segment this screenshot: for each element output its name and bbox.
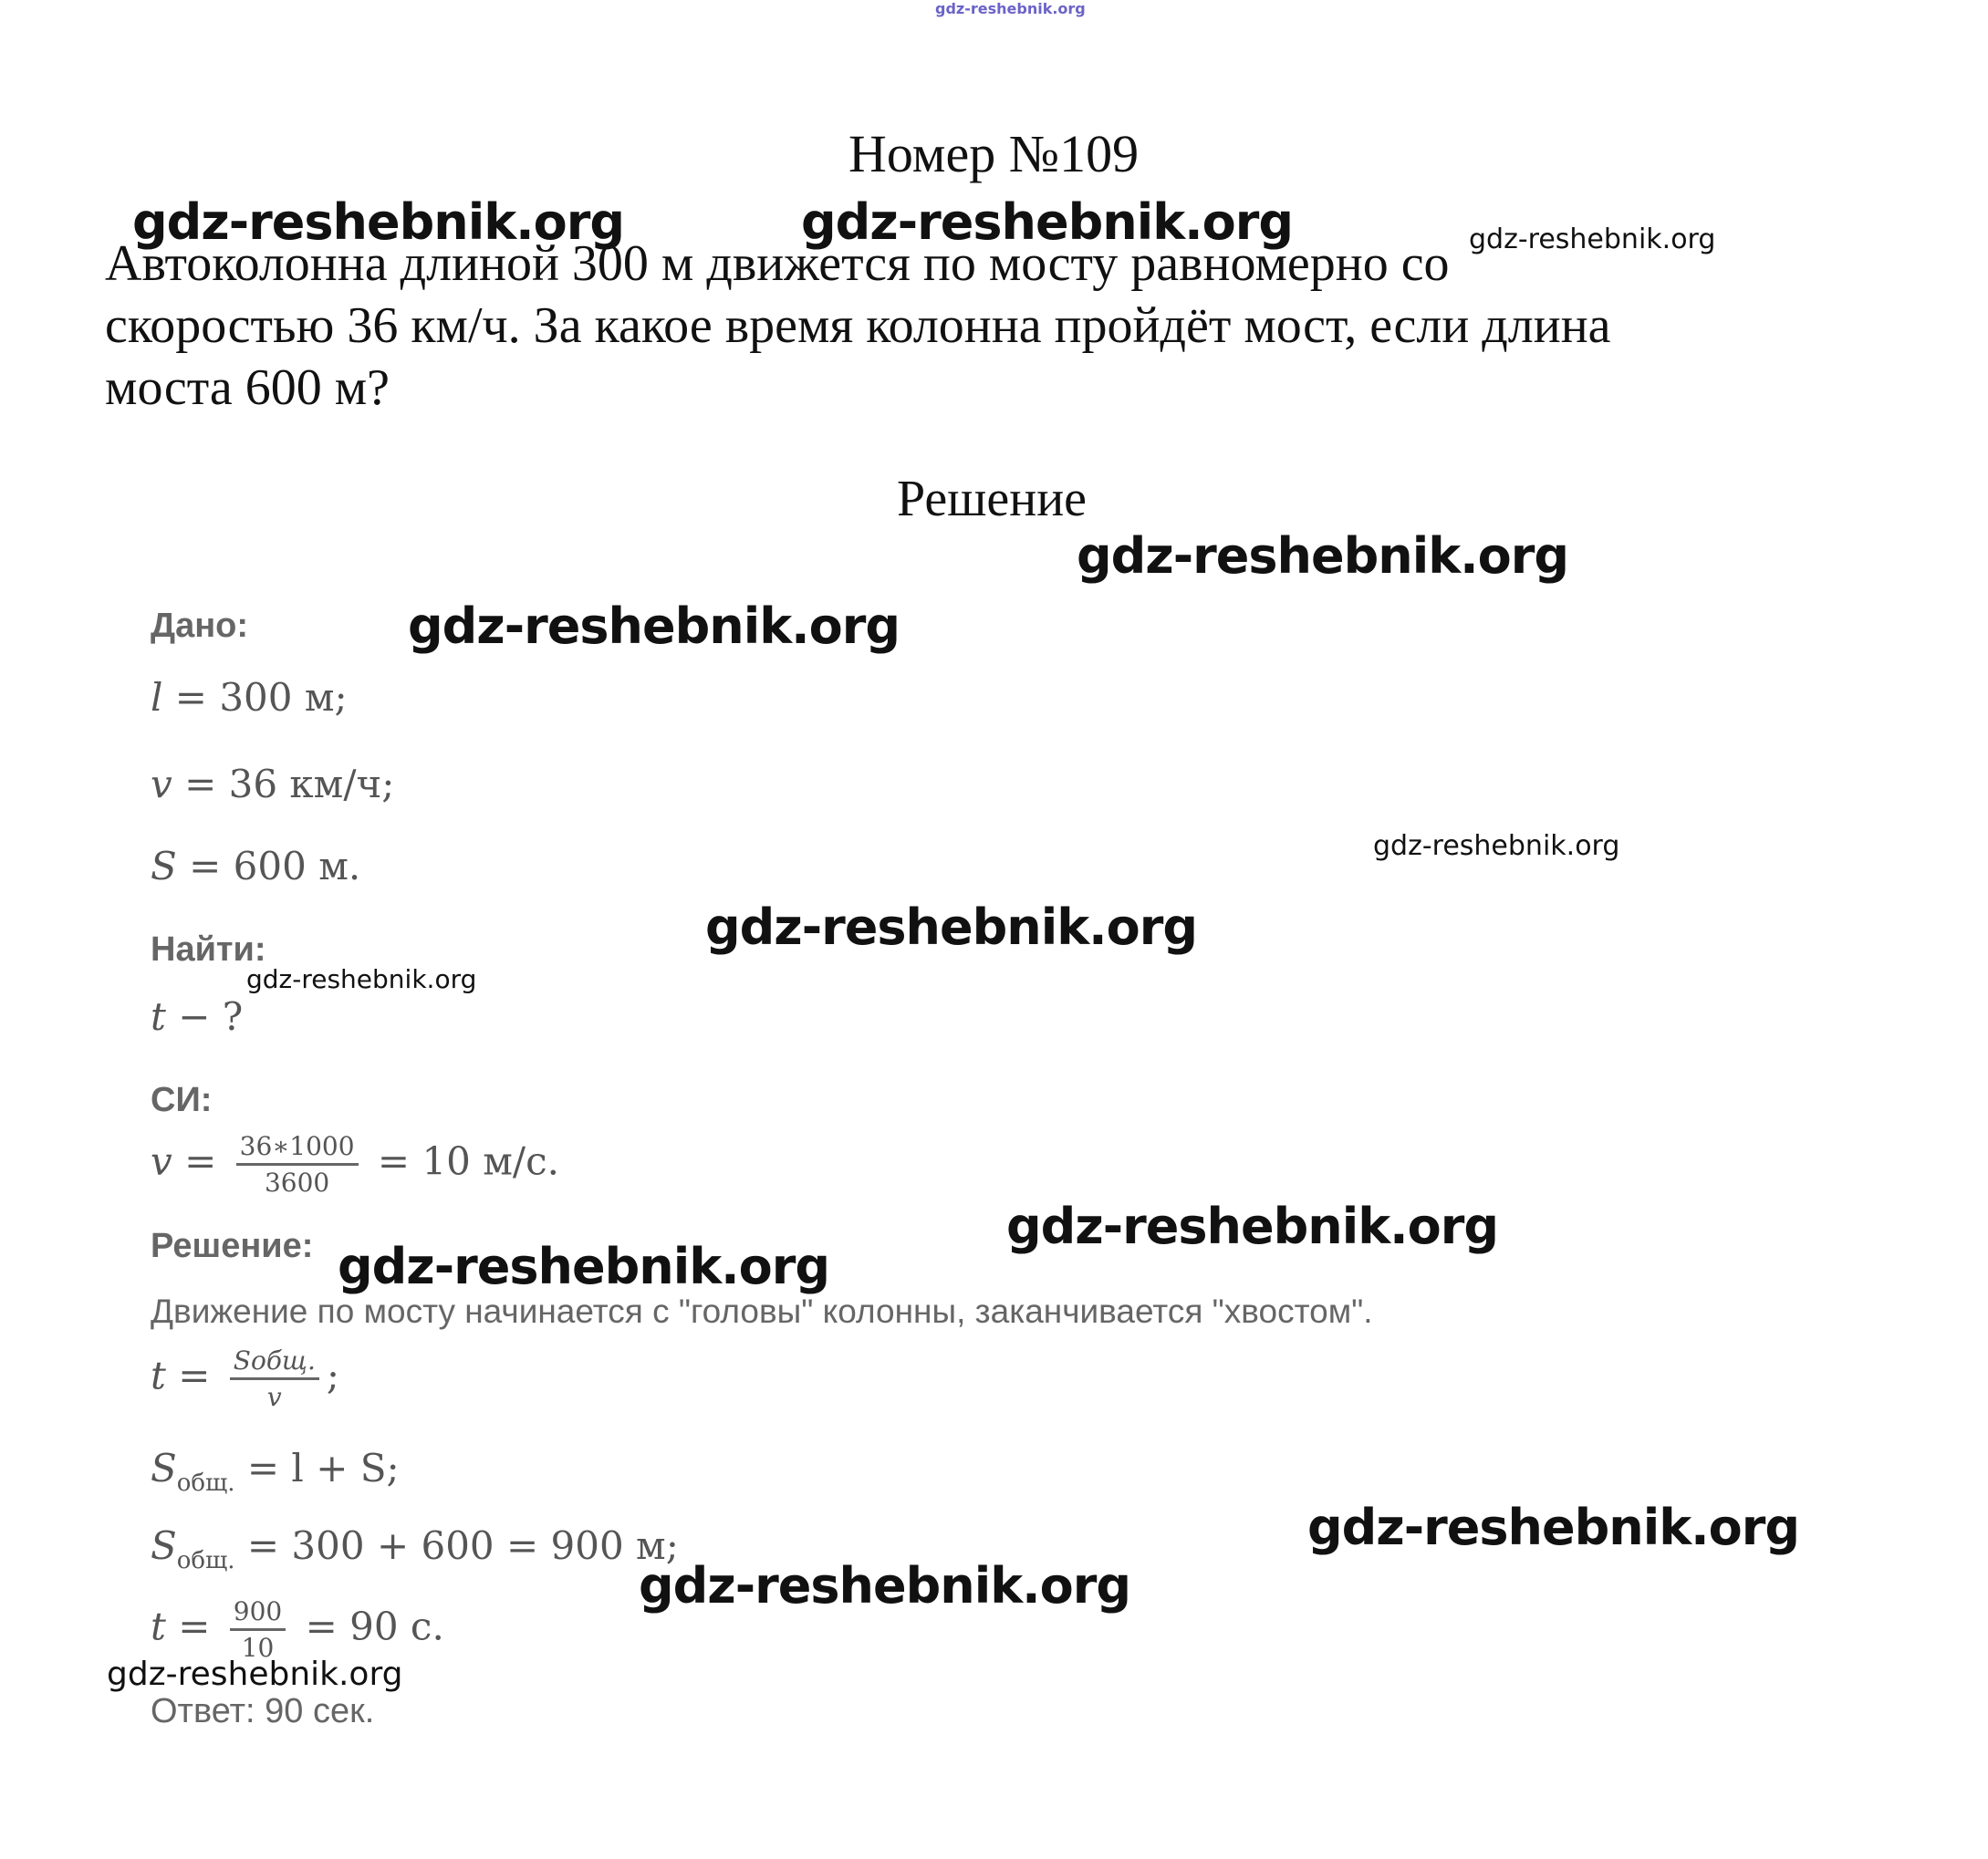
var-s: S	[151, 1446, 177, 1490]
si-conversion	[151, 1131, 559, 1198]
watermark: gdz-reshebnik.org	[705, 898, 1198, 956]
find-heading: Найти:	[151, 930, 266, 969]
subscript: общ.	[176, 1470, 235, 1497]
fraction-numerator: 36∗1000	[236, 1131, 359, 1166]
var-v: v	[151, 1138, 172, 1184]
given-bridge	[151, 844, 360, 888]
fraction-denominator: v	[266, 1382, 282, 1412]
var-l: l	[151, 675, 163, 720]
find-time	[151, 994, 243, 1039]
solution-title: Решение	[897, 471, 1088, 527]
problem-line: Автоколонна длиной 300 м движется по мосту равномерно со	[105, 235, 1450, 292]
answer: Ответ: 90 сек.	[151, 1692, 375, 1730]
solution-text: Движение по мосту начинается с "головы" колонны, заканчивается "хвостом".	[151, 1293, 1373, 1330]
formula-rest: = l + S;	[234, 1446, 400, 1490]
watermark: gdz-reshebnik.org	[1469, 223, 1716, 255]
watermark-top: gdz-reshebnik.org	[935, 0, 1086, 17]
formula-total-distance	[151, 1446, 400, 1497]
watermark: gdz-reshebnik.org	[132, 193, 625, 251]
equals: =	[165, 1604, 223, 1649]
watermark: gdz-reshebnik.org	[1373, 830, 1620, 862]
watermark: gdz-reshebnik.org	[639, 1557, 1131, 1615]
given-length	[151, 675, 348, 720]
given-speed-value: = 36 км/ч;	[172, 762, 395, 806]
watermark: gdz-reshebnik.org	[107, 1656, 403, 1693]
problem-statement	[105, 233, 1793, 419]
fraction-numerator: Sобщ.	[230, 1345, 319, 1380]
subscript: общ.	[176, 1547, 235, 1574]
formula-time	[151, 1345, 339, 1412]
var-s: S	[151, 844, 177, 888]
given-speed	[151, 762, 394, 806]
equals: =	[172, 1138, 229, 1184]
given-bridge-value: = 600 м.	[176, 844, 361, 888]
find-time-value: − ?	[165, 994, 244, 1039]
given-heading: Дано:	[151, 607, 249, 645]
fraction-numerator: 900	[230, 1596, 286, 1631]
fraction-denominator: 10	[241, 1633, 275, 1663]
problem-line: скоростью 36 км/ч. За какое время колонна пройдёт мост, если длина	[105, 297, 1611, 354]
formula-time-value	[151, 1596, 444, 1663]
fraction-denominator: 3600	[264, 1168, 330, 1198]
var-v: v	[151, 762, 172, 806]
si-heading: СИ:	[151, 1081, 213, 1119]
formula-rest: = 300 + 600 = 900 м;	[234, 1523, 679, 1568]
watermark: gdz-reshebnik.org	[408, 597, 900, 655]
equals: =	[165, 1353, 223, 1398]
watermark: gdz-reshebnik.org	[338, 1238, 830, 1295]
solution-heading: Решение:	[151, 1227, 314, 1265]
watermark: gdz-reshebnik.org	[1006, 1198, 1499, 1255]
var-t: t	[151, 994, 166, 1039]
fraction	[230, 1345, 319, 1412]
var-t: t	[151, 1604, 166, 1649]
var-s: S	[151, 1523, 177, 1568]
formula-total-distance-value	[151, 1523, 679, 1574]
watermark: gdz-reshebnik.org	[1077, 527, 1569, 585]
formula-rest: = 90 с.	[293, 1604, 444, 1649]
semicolon: ;	[326, 1353, 340, 1398]
fraction	[230, 1596, 286, 1663]
watermark: gdz-reshebnik.org	[1307, 1499, 1800, 1556]
page-title: Номер №109	[848, 124, 1140, 183]
given-length-value: = 300 м;	[162, 675, 348, 720]
si-result: = 10 м/с.	[365, 1138, 559, 1184]
watermark: gdz-reshebnik.org	[801, 193, 1294, 251]
watermark: gdz-reshebnik.org	[246, 964, 477, 994]
fraction	[236, 1131, 359, 1198]
problem-line: моста 600 м?	[105, 359, 390, 416]
var-t: t	[151, 1353, 166, 1398]
